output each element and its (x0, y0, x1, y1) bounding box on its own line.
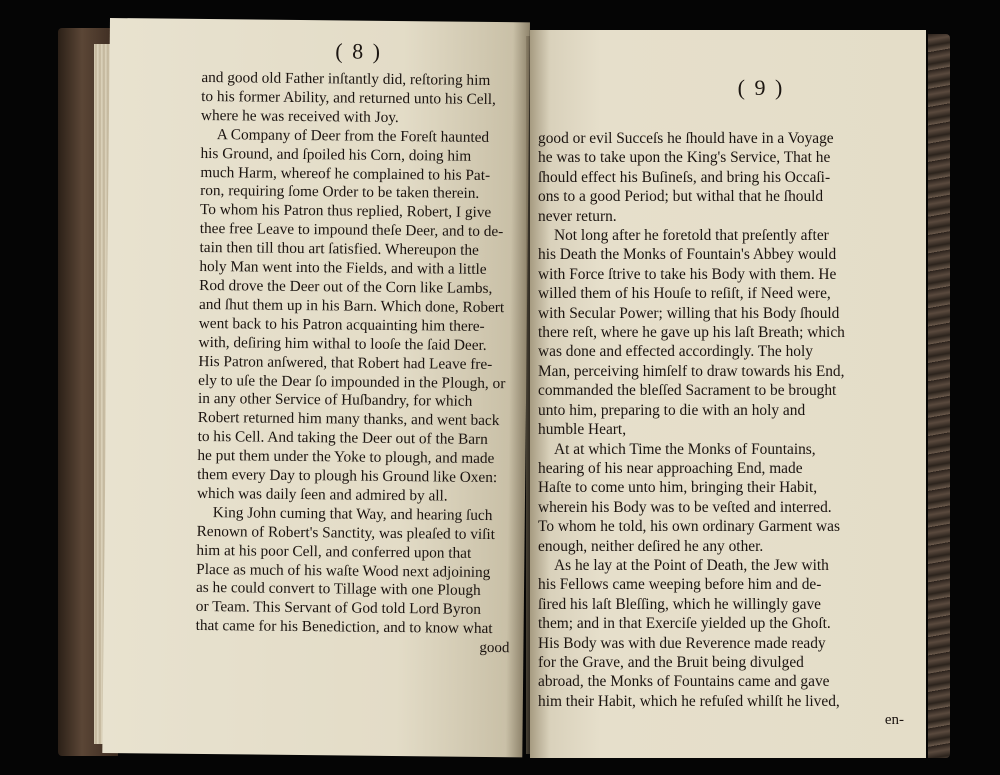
text-line: them; and in that Exerciſe yielded up the Ghoſt. (538, 615, 831, 633)
text-line: Not long after he foretold that preſently after (554, 227, 829, 245)
text-line: His Body was with due Reverence made ready (538, 634, 826, 652)
text-line: thee free Leave to impound theſe Deer, and to de- (199, 220, 504, 241)
text-line: with Force ſtrive to take his Body with them. He (538, 265, 837, 283)
text-line: To whom his Patron thus replied, Robert, I give (199, 201, 492, 222)
text-line: or Team. This Servant of God told Lord Byron (195, 598, 482, 619)
text-line: A Company of Deer from the Foreſt haunted (216, 125, 490, 146)
right-page (530, 30, 926, 758)
text-line: ely to uſe the Dear ſo impounded in the Plough, or (198, 371, 506, 392)
text-line: them every Day to plough his Ground like Oxen: (197, 465, 498, 487)
text-line: At at which Time the Monks of Fountains, (554, 440, 816, 458)
text-line: him their Habit, which he refuſed whilſt he lived, (538, 692, 840, 710)
text-line: there reſt, where he gave up his laſt Breath; which (538, 324, 845, 342)
text-line: To whom he told, his own ordinary Garment was (538, 518, 840, 536)
text-line: to his former Ability, and returned unto his Cell, (201, 87, 496, 108)
text-line: where he was received with Joy. (200, 106, 399, 126)
text-line: with, deſiring him withal to looſe the ſaid Deer. (198, 333, 487, 354)
text-line: as he could convert to Tillage with one Plough (195, 579, 481, 600)
text-line: enough, neither deſired he any other. (538, 537, 764, 555)
text-line: much Harm, whereof he complained to his Pat- (200, 163, 491, 184)
text-line: Robert returned him many thanks, and went back (197, 409, 500, 430)
text-line: went back to his Patron acquainting him there- (198, 314, 485, 335)
text-line: he put them under the Yoke to plough, and made (197, 447, 495, 468)
left-page-text (195, 69, 515, 658)
text-line: Renown of Robert's Sanctity, was pleaſed to viſit (196, 522, 496, 543)
text-line: Place as much of his waſte Wood next adjoining (196, 560, 491, 581)
text-line: for the Grave, and the Bruit being divulged (538, 653, 804, 671)
text-line: his Fellows came weeping before him and de- (538, 576, 822, 594)
text-line: was done and effected accordingly. The holy (538, 343, 813, 361)
text-line: abroad, the Monks of Fountains came and gave (538, 673, 830, 691)
text-line: his Death the Monks of Fountain's Abbey would (538, 246, 837, 264)
left-page (102, 18, 530, 757)
text-line: good or evil Succeſs he ſhould have in a Voyage (538, 130, 834, 147)
book-cover-right (928, 34, 950, 758)
page-number-right: ( 9 ) (737, 75, 785, 100)
text-line: ſired his laſt Bleſſing, which he willingly gave (538, 595, 821, 613)
text-line: never return. (538, 207, 617, 225)
text-line: humble Heart, (538, 421, 627, 439)
text-line: to his Cell. And taking the Deer out of the Barn (197, 428, 488, 449)
right-page-text (538, 129, 904, 731)
text-line: in any other Service of Huſbandry, for which (197, 390, 473, 411)
page-number-left: ( 8 ) (335, 38, 383, 64)
text-line: Man, perceiving himſelf to draw towards his End, (538, 362, 845, 380)
catchword-right: en- (884, 712, 904, 729)
text-line: Haſte to come unto him, bringing their Habit, (538, 479, 818, 497)
text-line: King John cuming that Way, and hearing ſuch (212, 503, 493, 524)
text-line: his Ground, and ſpoiled his Corn, doing him (200, 144, 472, 165)
catchword-left: good (479, 640, 510, 657)
text-line: wherein his Body was to be veſted and interred. (538, 498, 832, 516)
open-book (58, 18, 950, 758)
text-line: with Secular Power; willing that his Body ſhould (538, 304, 840, 322)
text-line: commanded the bleſſed Sacrament to be brought (538, 382, 837, 400)
text-line: which was daily ſeen and admired by all. (196, 484, 448, 505)
text-line: tain then till thou art ſatisfied. Whereupon the (199, 239, 479, 260)
text-line: he was to take upon the King's Service, That he (538, 149, 831, 167)
text-line: As he lay at the Point of Death, the Jew with (554, 556, 829, 574)
text-line: and ſhut them up in his Barn. Which done, Robert (198, 295, 505, 317)
text-line: ron, requiring ſome Order to be taken therein. (200, 182, 480, 203)
text-line: hearing of his near approaching End, made (538, 459, 803, 477)
text-line: and good old Father inſtantly did, reſtoring him (201, 68, 491, 89)
text-line: Rod drove the Deer out of the Corn like Lambs, (199, 276, 493, 297)
text-line: ons to a good Period; but withal that he ſhould (538, 188, 824, 206)
text-line: that came for his Benediction, and to know what (195, 617, 493, 638)
text-line: him at his poor Cell, and conferred upon that (196, 541, 472, 562)
text-line: holy Man went into the Fields, and with a little (199, 258, 487, 279)
text-line: willed them of his Houſe to reſiſt, if Need were, (538, 285, 831, 303)
text-line: ſhould effect his Buſineſs, and bring his Occaſi- (538, 168, 831, 186)
text-line: unto him, preparing to die with an holy and (538, 401, 806, 419)
text-line: His Patron anſwered, that Robert had Leave fre- (198, 352, 493, 373)
